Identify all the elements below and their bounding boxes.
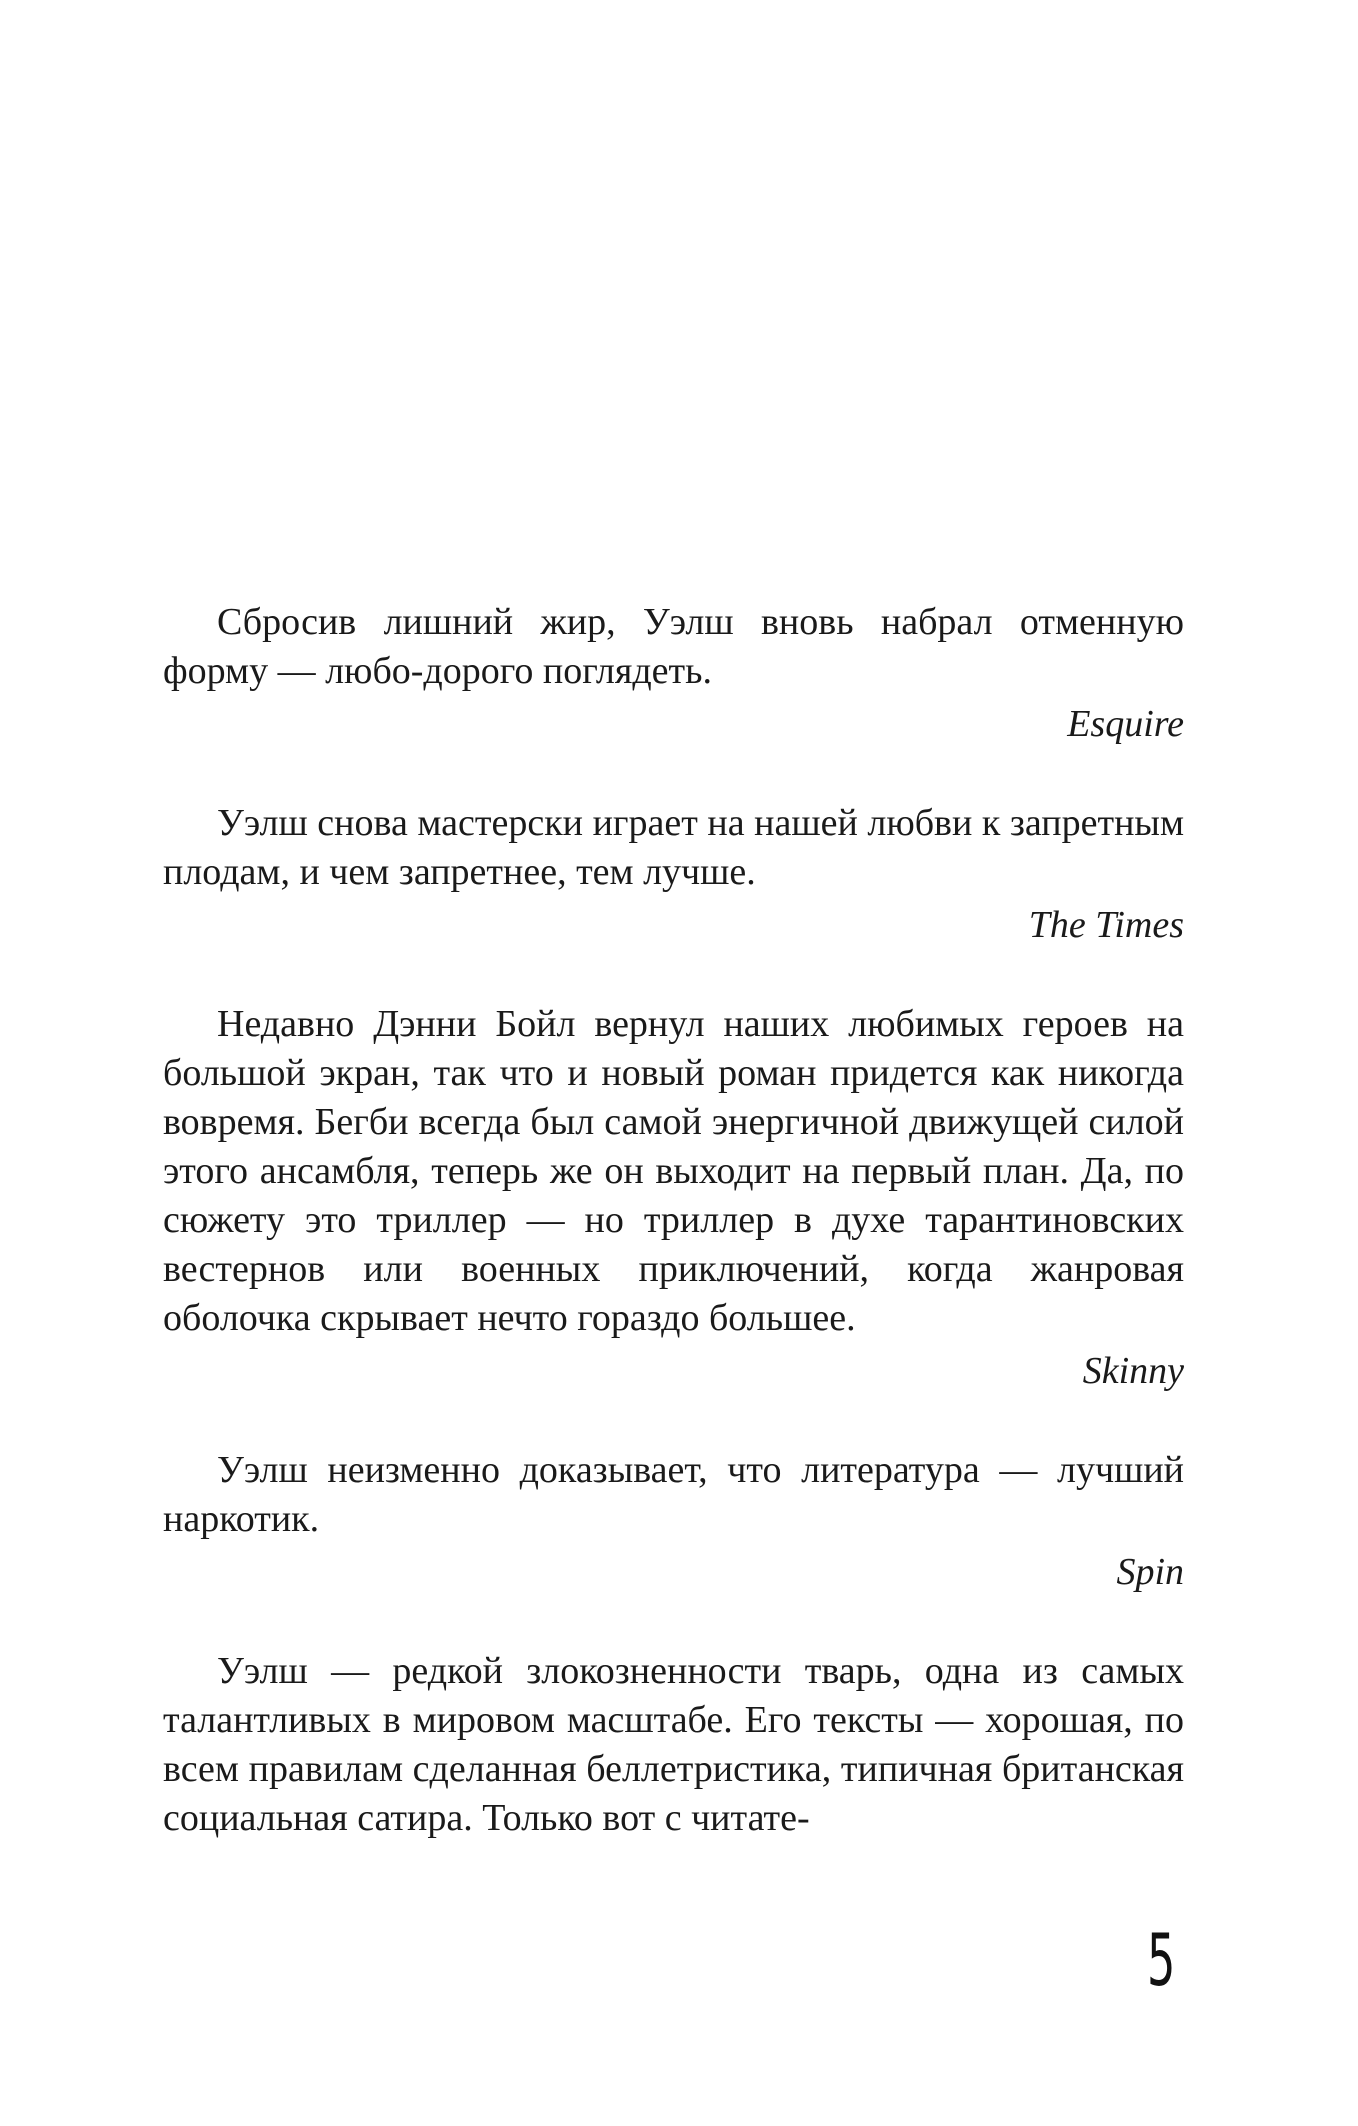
- review-source: Skinny: [1082, 1350, 1184, 1392]
- review-text: Уэлш неизменно доказывает, что литература — лучший наркотик.: [163, 1449, 1184, 1540]
- review-source: Spin: [1116, 1551, 1184, 1593]
- review-continued: [163, 1647, 1184, 1843]
- page-number: 5: [1147, 1918, 1176, 2002]
- review-text: Уэлш — редкой злокозненности тварь, одна из самых талантливых в мировом масштабе. Его тексты — хорошая, по всем правилам сделанная беллетристика, типичная британская социальная сатира. Только вот с читате-: [163, 1650, 1184, 1839]
- review-text: Уэлш снова мастерски играет на нашей любви к запретным плодам, и чем запретнее, тем лучше.: [163, 802, 1184, 893]
- reviews-column: [163, 598, 1184, 1893]
- review-source: The Times: [1028, 904, 1184, 946]
- review-esquire: [163, 598, 1184, 749]
- review-the-times: [163, 799, 1184, 950]
- review-text: Сбросив лишний жир, Уэлш вновь набрал отменную форму — любо-дорого поглядеть.: [163, 601, 1184, 692]
- review-source: Esquire: [1067, 703, 1184, 745]
- review-skinny: [163, 1000, 1184, 1396]
- review-spin: [163, 1446, 1184, 1597]
- review-text: Недавно Дэнни Бойл вернул наших любимых героев на большой экран, так что и новый роман придется как никогда вовремя. Бегби всегда был самой энергичной движущей силой этого ансамбля, теперь же он выходит на первый план. Да, по сюжету это триллер — но триллер в духе тарантиновских вестернов или военных приключений, когда жанровая оболочка скрывает нечто гораздо большее.: [163, 1003, 1184, 1339]
